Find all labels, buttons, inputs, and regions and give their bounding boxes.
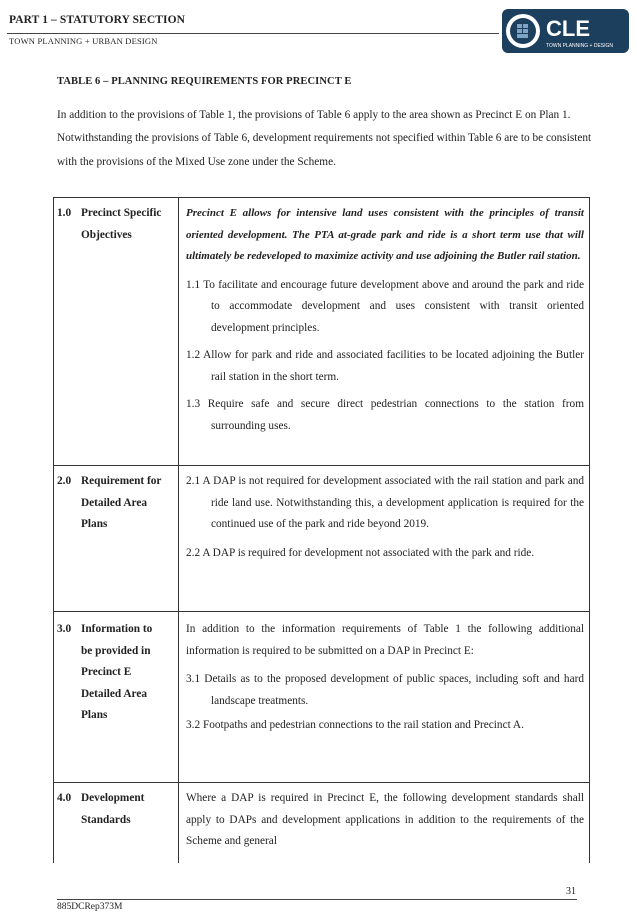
page-number: 31 bbox=[566, 886, 576, 897]
row-divider bbox=[54, 465, 589, 466]
row-content-development-standards bbox=[186, 788, 584, 853]
section-subheading: TOWN PLANNING + URBAN DESIGN bbox=[9, 36, 158, 46]
row-label-development-standards: 4.0 Development Standards bbox=[57, 788, 144, 831]
header-rule bbox=[7, 33, 499, 34]
information-lead: In addition to the information requirements of Table 1 the following additional information is required to be submitted on a DAP in Precinct E: bbox=[186, 623, 584, 657]
row-label-dap-information: 3.0 Information to be provided in Precinct E Detailed Area Plans bbox=[57, 619, 152, 727]
list-item: 1.2 Allow for park and ride and associated facilities to be located adjoining the Butler rail station in the short term. bbox=[186, 349, 584, 383]
row-divider bbox=[54, 782, 589, 783]
logo-tagline: TOWN PLANNING + DESIGN bbox=[546, 43, 614, 49]
standards-lead: Where a DAP is required in Precinct E, the following development standards shall apply to DAPs and development applications in addition to the requirements of the Scheme and general bbox=[186, 792, 584, 847]
section-heading: PART 1 – STATUTORY SECTION bbox=[9, 14, 186, 26]
intro-paragraph: In addition to the provisions of Table 1, the provisions of Table 6 apply to the area shown as Precinct E on Plan 1. Notwithstanding the provisions of Table 6, development requirements not specified within Table 6 are to be consistent with the provisions of the Mixed Use zone under the Scheme. bbox=[57, 109, 592, 168]
column-divider bbox=[178, 198, 179, 863]
table-title: TABLE 6 – PLANNING REQUIREMENTS FOR PRECINCT E bbox=[57, 76, 352, 87]
row-content-dap-requirement bbox=[186, 471, 584, 564]
row-number: 1.0 bbox=[57, 207, 72, 219]
list-item: 1.3 Require safe and secure direct pedestrian connections to the station from surrounding uses. bbox=[186, 398, 584, 432]
list-item: 2.1 A DAP is not required for development associated with the rail station and park and ride land use. Notwithstanding this, a development application is required for the continued use of the park and ride beyond 2019. bbox=[186, 475, 585, 530]
footer-rule bbox=[57, 899, 577, 900]
list-item: 2.2 A DAP is required for development not associated with the park and ride. bbox=[186, 546, 535, 559]
row-content-dap-information bbox=[186, 619, 584, 737]
logo-wordmark: CLE bbox=[546, 16, 590, 41]
list-item: 3.2 Footpaths and pedestrian connections to the rail station and Precinct A. bbox=[186, 719, 524, 731]
list-item: 1.1 To facilitate and encourage future development above and around the park and ride to accommodate development and uses consistent with transit oriented development principles. bbox=[186, 278, 584, 334]
row-label-dap-requirement: 2.0 Requirement for Detailed Area Plans bbox=[57, 471, 161, 536]
row-divider bbox=[54, 611, 589, 612]
row-number: 3.0 bbox=[57, 623, 72, 635]
row-label-objectives: 1.0 Precinct Specific Objectives bbox=[57, 203, 161, 246]
row-content-objectives bbox=[186, 203, 584, 437]
row-number: 2.0 bbox=[57, 475, 72, 487]
list-item: 3.1 Details as to the proposed development of public spaces, including soft and hard landscape treatments. bbox=[186, 673, 585, 707]
document-code: 885DCRep373M bbox=[57, 902, 123, 912]
objective-statement: Precinct E allows for intensive land uses consistent with the principles of transit oriented development. The PTA at-grade park and ride is a short term use that will ultimately be redeveloped to maximize activity and use adjoining the Butler rail station. bbox=[186, 207, 584, 262]
cle-logo bbox=[502, 9, 629, 53]
row-number: 4.0 bbox=[57, 792, 72, 804]
